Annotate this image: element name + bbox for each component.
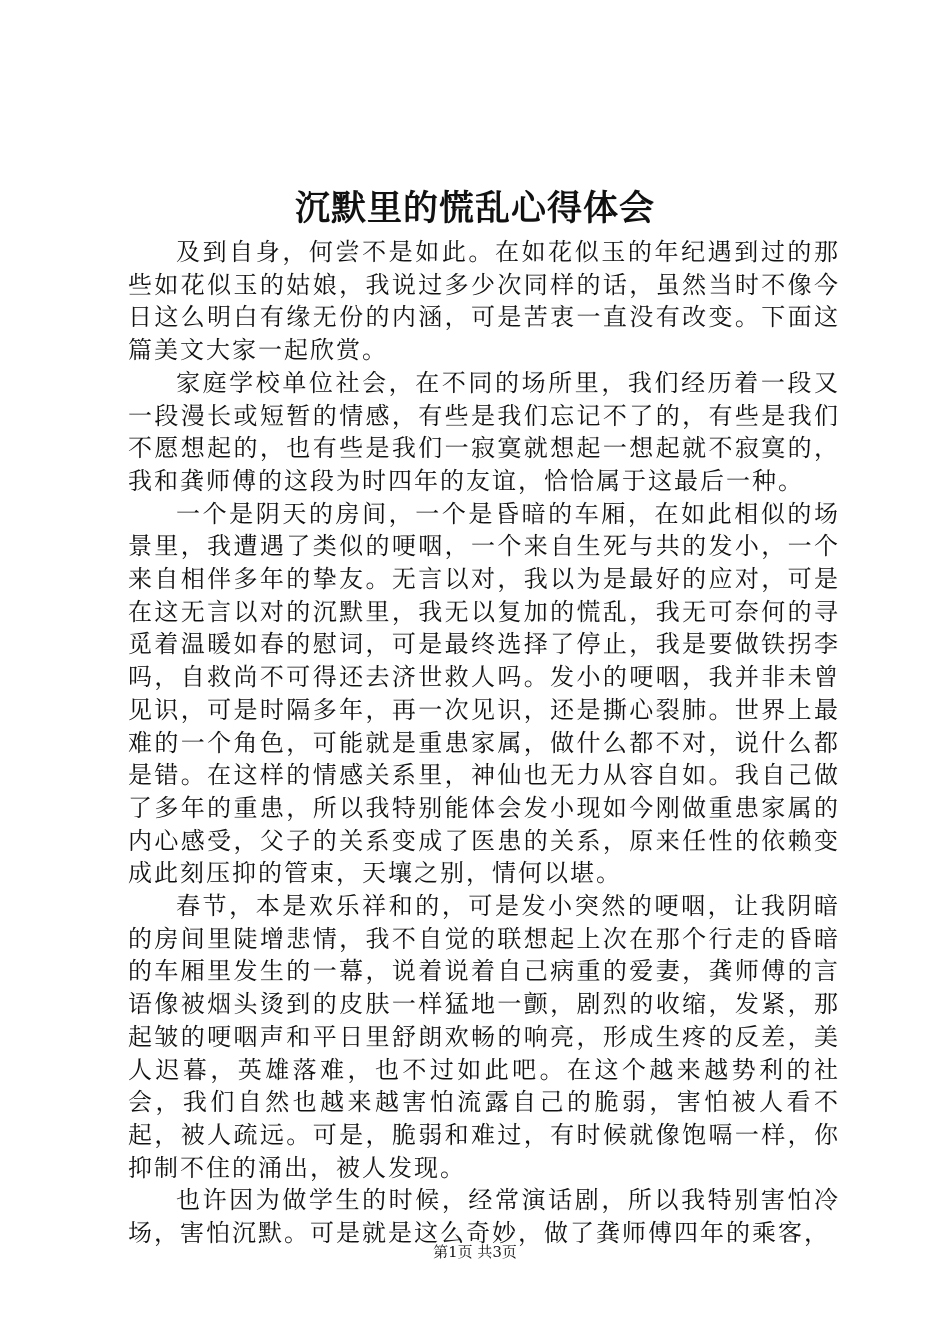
paragraph-5: 也许因为做学生的时候，经常演话剧，所以我特别害怕冷场，害怕沉默。可是就是这么奇妙，做了龚师傅四年的乘客，	[128, 1186, 840, 1248]
paragraph-3: 一个是阴天的房间，一个是昏暗的车厢，在如此相似的场景里，我遭遇了类似的哽咽，一个来自生死与共的发小，一个来自相伴多年的挚友。无言以对，我以为是最好的应对，可是在这无言以对的沉默里，我无以复加的慌乱，我无可奈何的寻觅着温暖如春的慰词，可是最终选择了停止，我是要做铁拐李吗，自救尚不可得还去济世救人吗。发小的哽咽，我并非未曾见识，可是时隔多年，再一次见识，还是撕心裂肺。世界上最难的一个角色，可能就是重患家属，做什么都不对，说什么都是错。在这样的情感关系里，神仙也无力从容自如。我自己做了多年的重患，所以我特别能体会发小现如今刚做重患家属的内心感受，父子的关系变成了医患的关系，原来任性的依赖变成此刻压抑的管束，天壤之别，情何以堪。	[128, 499, 840, 888]
document-body	[128, 236, 840, 1250]
document-title: 沉默里的慌乱心得体会	[294, 188, 655, 229]
paragraph-4: 春节，本是欢乐祥和的，可是发小突然的哽咽，让我阴暗的房间里陡增悲情，我不自觉的联想起上次在那个行走的昏暗的车厢里发生的一幕，说着说着自己病重的爱妻，龚师傅的言语像被烟头烫到的皮肤一样猛地一颤，剧烈的收缩，发紧，那起皱的哽咽声和平日里舒朗欢畅的响亮，形成生疼的反差，美人迟暮，英雄落难，也不过如此吧。在这个越来越势利的社会，我们自然也越来越害怕流露自己的脆弱，害怕被人看不起，被人疏远。可是，脆弱和难过，有时候就像饱嗝一样，你抑制不住的涌出，被人发现。	[128, 892, 840, 1182]
paragraph-2: 家庭学校单位社会，在不同的场所里，我们经历着一段又一段漫长或短暂的情感，有些是我们忘记不了的，有些是我们不愿想起的，也有些是我们一寂寞就想起一想起就不寂寞的，我和龚师傅的这段为时四年的友谊，恰恰属于这最后一种。	[128, 368, 840, 495]
page-number-footer: 第1页 共3页	[433, 1243, 517, 1261]
paragraph-1: 及到自身，何尝不是如此。在如花似玉的年纪遇到过的那些如花似玉的姑娘，我说过多少次同样的话，虽然当时不像今日这么明白有缘无份的内涵，可是苦衷一直没有改变。下面这篇美文大家一起欣赏。	[128, 238, 840, 365]
